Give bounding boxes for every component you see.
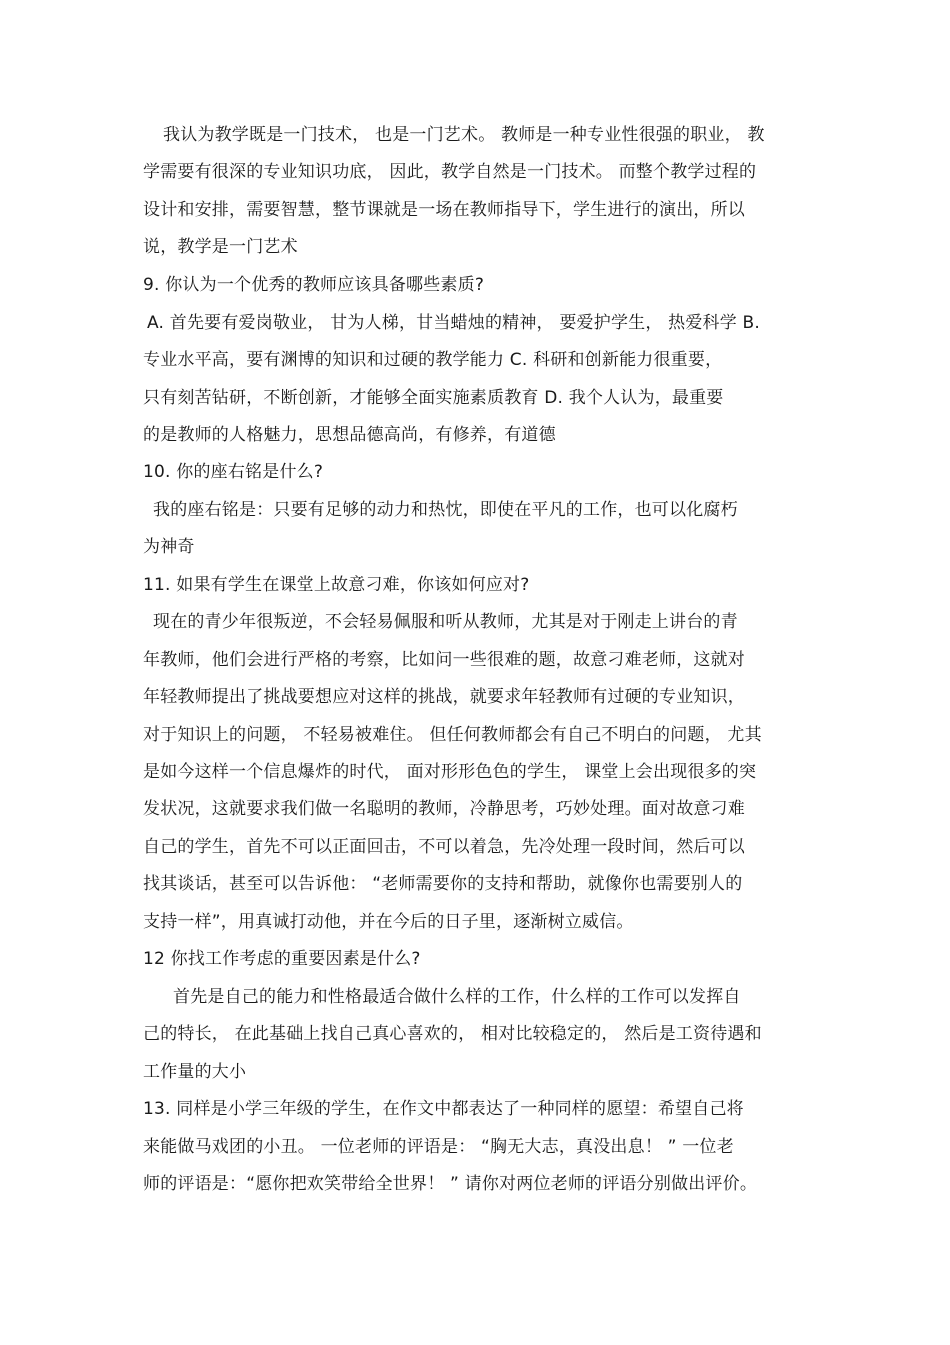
question-heading: 13. 同样是小学三年级的学生，在作文中都表达了一种同样的愿望：希望自己将 xyxy=(143,1099,744,1119)
text-line: 来能做马戏团的小丑。 一位老师的评语是： “胸无大志，真没出息！ ” 一位老 xyxy=(143,1137,734,1157)
text-line: 对于知识上的问题， 不轻易被难住。 但任何教师都会有自己不明白的问题， 尤其 xyxy=(143,725,762,745)
text-line: 的是教师的人格魅力，思想品德高尚，有修养，有道德 xyxy=(143,425,556,445)
text-line: 己的特长， 在此基础上找自己真心喜欢的， 相对比较稳定的， 然后是工资待遇和 xyxy=(143,1024,762,1044)
text-line: 自己的学生，首先不可以正面回击，不可以着急，先冷处理一段时间，然后可以 xyxy=(143,837,745,857)
text-line: 我的座右铭是：只要有足够的动力和热忱，即使在平凡的工作，也可以化腐朽 xyxy=(153,500,738,520)
text-line: 发状况，这就要求我们做一名聪明的教师，冷静思考，巧妙处理。面对故意刁难 xyxy=(143,799,745,819)
text-line: 是如今这样一个信息爆炸的时代， 面对形形色色的学生， 课堂上会出现很多的突 xyxy=(143,762,757,782)
question-heading: 11. 如果有学生在课堂上故意刁难，你该如何应对? xyxy=(143,575,530,595)
text-line: 设计和安排，需要智慧，整节课就是一场在教师指导下，学生进行的演出，所以 xyxy=(143,200,745,220)
text-line: A. 首先要有爱岗敬业， 甘为人梯，甘当蜡烛的精神， 要爱护学生， 热爱科学 B. xyxy=(147,313,761,333)
text-line: 为神奇 xyxy=(143,537,195,557)
question-heading: 12 你找工作考虑的重要因素是什么? xyxy=(143,949,421,969)
text-line: 只有刻苦钻研，不断创新，才能够全面实施素质教育 D. 我个人认为，最重要 xyxy=(143,388,724,408)
text-line: 支持一样”，用真诚打动他，并在今后的日子里，逐渐树立威信。 xyxy=(143,912,634,932)
text-line: 工作量的大小 xyxy=(143,1062,247,1082)
text-line: 年教师，他们会进行严格的考察，比如问一些很难的题，故意刁难老师，这就对 xyxy=(143,650,745,670)
text-line: 首先是自己的能力和性格最适合做什么样的工作，什么样的工作可以发挥自 xyxy=(173,987,741,1007)
text-line: 专业水平高，要有渊博的知识和过硬的教学能力 C. 科研和创新能力很重要， xyxy=(143,350,723,370)
text-line: 说，教学是一门艺术 xyxy=(143,237,298,257)
question-heading: 10. 你的座右铭是什么? xyxy=(143,462,324,482)
text-line: 学需要有很深的专业知识功底， 因此，教学自然是一门技术。 而整个教学过程的 xyxy=(143,162,757,182)
text-line: 我认为教学既是一门技术， 也是一门艺术。 教师是一种专业性很强的职业， 教 xyxy=(163,125,765,145)
text-line: 找其谈话，甚至可以告诉他： “老师需要你的支持和帮助，就像你也需要别人的 xyxy=(143,874,743,894)
question-heading: 9. 你认为一个优秀的教师应该具备哪些素质? xyxy=(143,275,485,295)
text-line: 师的评语是：“愿你把欢笑带给全世界！ ” 请你对两位老师的评语分别做出评价。 xyxy=(143,1174,758,1194)
text-line: 年轻教师提出了挑战要想应对这样的挑战，就要求年轻教师有过硬的专业知识， xyxy=(143,687,745,707)
text-line: 现在的青少年很叛逆，不会轻易佩服和听从教师，尤其是对于刚走上讲台的青 xyxy=(153,612,738,632)
